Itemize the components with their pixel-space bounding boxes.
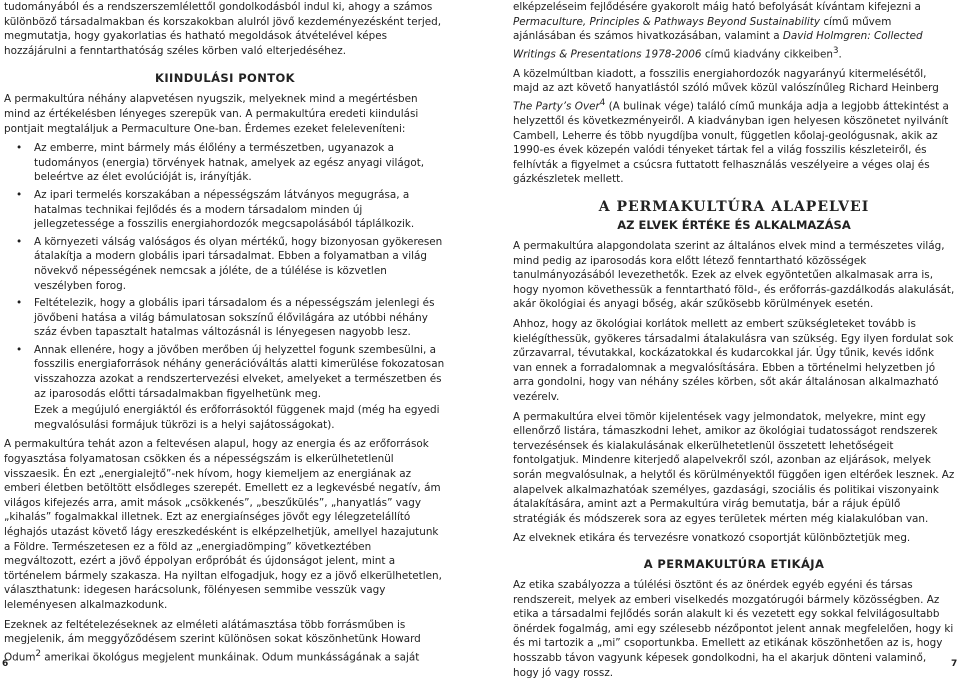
- book-title: Permaculture, Principles & Pathways Beyond Sustainability: [513, 15, 821, 28]
- principles-paragraph-3: A permakultúra elvei tömör kijelentések vagy jelmondatok, melyekre, mint egy ellenőrző listára, támaszkodni lehet, amikor az ökológiai tudatosságot rendszerek tervezésénsek és kialakulásának elkerülhetetlenül összetett lehetőségeit fontolgatjuk. Mindenre kiterjedő alapelvekről szól, azonban az eljárások, melyek során megvalósulnak, a helytől és körülményektől függően igen eltérőek lesznek. Az alapelvek alkalmazhatóak személyes, gazdasági, szociális és politikai viszonyaink átalakítására, amint azt a Permakultúra virág bemutatja, bár a rájuk épülő stratégiák és módszerek sora az egyes területek mérten még kialakulóban van.: [513, 410, 955, 525]
- list-item: • Feltételezik, hogy a globális ipari társadalom és a népességszám jelenlegi és jövőbeni hatása a világ bámulatosan sokszínű élővilágára az utóbbi néhány száz évben tapasztalt hatalmas változásnál is lényegesen nagyobb lesz.: [34, 296, 446, 340]
- list-continuation: Ezek a megújuló energiáktól és erőforrásoktól függenek majd (még ha egyedi megvalósulási formájuk tükrözi is a helyi sajátosságokat).: [34, 404, 440, 431]
- principles-paragraph-2: Ahhoz, hogy az ökológiai korlátok mellett az embert szükségleteket tovább is kielégíthessük, gyökeres társadalmi átalakulásra van szükség. Egy ilyen fordulat sok zűrzavarral, tévutakkal, kockázatokkal és kudarcokkal jár. Úgy tűnik, kevés időnk van ennek a forradalomnak a megvalósítására. Ebben a történelmi helyzetben jó arra gondolni, hogy van néhány széles körben, sőt akár általánosan alkalmazható vezérelv.: [513, 318, 954, 403]
- footnote-ref: 3: [833, 45, 839, 56]
- odum-text: Ezeknek az feltételezéseknek az elméleti alátámasztása több forrásműben is megjelenik, ám meggyőződésem szerint különösen sokat köszönhetünk Howard Odum: [4, 618, 421, 664]
- odum-text-end: amerikai ökológus megjelent munkáinak. Odum munkásságának a saját: [41, 651, 420, 664]
- dedication-paragraph: [513, 0, 955, 62]
- left-column: [4, 0, 446, 670]
- list-item: • A környezeti válság valóságos és olyan mértékű, hogy bizonyosan gyökeresen átalakítja a modern globális ipari társadalmat. Ebben a folyamatban a világ növekvő népességének nemcsak a jóléte, de a túlélése is közvetlen veszélyben forog.: [34, 235, 446, 293]
- text-run: .: [838, 48, 842, 61]
- book-title: David Holmgren: Collected Writings & Presentations 1978-2006: [513, 30, 923, 61]
- section-title-kiindulasi: KIINDULÁSI PONTOK: [155, 71, 295, 86]
- intro-paragraph: tudományából és a rendszerszemlélettől gondolkodásból indul ki, ahogy a számos különböző társadalmakban és korszakokban alulról jövő kezdeményezésként terjed, megmutatja, hogy gyakorlatias és hatható megoldások átvételével képes hozzájárulni a fenntarthatóság széles körben való elterjedéséhez.: [4, 1, 442, 57]
- book-title: The Party’s Over: [513, 100, 600, 113]
- principles-paragraph-4: Az elveknek etikára és tervezésre vonatkozó csoportját különböztetjük meg.: [513, 532, 911, 545]
- text-run: (A bulinak vége) találó című munkája adja a legjobb áttekintést a helyzettől és következményeiről. A kiadványban igen helyesen köszönetet nyilvánít Cambell, Leherre és több nyugdíjba vonult, független kőolaj-geológusnak, akik az 1990-es évek közepén valódi tényeket tártak fel a világ fosszilis készleteiről, és felhívták a figyelmet a csúcsra futtatott felhasználás veszélyeire a véges olaj és gázkészletek mellett.: [513, 100, 949, 186]
- odum-paragraph: [4, 618, 446, 665]
- text-run: A közelmúltban kiadott, a fosszilis energiahordozók nagyarányú kitermelésétől, majd az azt követő hanyatlástól szóló művek közül valószínűleg Richard Heinberg: [513, 67, 939, 95]
- page-number-right: 7: [951, 659, 958, 669]
- text-run: című művem ajánlásában és számos hivatkozásában, valamint a: [513, 15, 892, 43]
- chapter-title: A PERMAKULTÚRA ALAPELVEI: [598, 199, 870, 216]
- text-run: elképzeléseim fejlődésére gyakorolt máig ható befolyását kívántam kifejezni a: [513, 1, 921, 13]
- text-run: című kiadvány cikkeiben: [701, 48, 833, 61]
- right-column: [513, 0, 958, 685]
- starting-points-list: [4, 141, 446, 401]
- list-item: • Az emberre, mint bármely más élőlény a természetben, ugyanazok a tudományos (energia) törvények hatnak, amelyek az egész anyagi világot, beleértve az élet evolúcióját is, irányítják.: [34, 141, 446, 185]
- ethics-paragraph: Az etika szabályozza a túlélési ösztönt és az önérdek egyéb egyéni és társas rendszereit, melyek az emberi viselkedés mozgatórugói bármely közösségben. Az etika a társadalmi fejlődés során alakult ki és vezetett egy sokkal felvilágosultabb önérdek fogalmág, ami egy szélesebb nézőpontot jelent annak megfelelően, hogy ki és mi tartozik a „mi” csoportunkba. Emellett az etikának köszönhetően az is, hogy hosszabb távon vagyunk képesek gondolkodni, ha el akarjuk dönteni valaminő, hogy jó vagy rossz.: [513, 578, 954, 679]
- heinberg-paragraph: [513, 67, 955, 187]
- section-title-etika: A PERMAKULTÚRA ETIKÁJA: [643, 556, 825, 571]
- section-title-ertek: AZ ELVEK ÉRTÉKE ÉS ALKALMAZÁSA: [617, 218, 851, 233]
- principles-paragraph-1: A permakultúra alapgondolata szerint az általános elvek mind a természetes világ, mind pedig az iparosodás kora előtt létező fenntartható közösségek tanulmányozásából levezethetők. Ezek az elvek egyöntetűen alkalmasak arra is, hogy nyomon követhessük a fenntartható föld-, és erőforrás-gazdálkodás alakulását, akár ökológiai és anyagi bőség, akár szűkösebb körülmények esetén.: [513, 240, 955, 311]
- footnote-ref: 4: [599, 98, 606, 109]
- starting-points-paragraph: A permakultúra néhány alapvetésen nyugszik, melyeknek mind a megértésben mind az értékelésben lényeges szerepük van. A permakultúra eredeti kiindulási pontjait megtaláljuk a Permaculture One-ban. Érdemes ezeket feleleveníteni:: [4, 93, 419, 135]
- energy-descent-paragraph: A permakultúra tehát azon a feltevésen alapul, hogy az energia és az erőforrások fogyasztása folyamatosan csökken és a népességszám is elkerülhetetlenül visszaesik. Én ezt „energialejtő”-nek hívom, hogy kiemeljem az energiának az emberi életben betöltött elsődleges szerepét. Emellett ez a legkevésbé negatív, ám világos kifejezés arra, amit mások „csökkenés”, „beszűkülés”, „hanyatlás” vagy „kihalás” fogalmakkal illetnek. Ezt az energiaínséges jövőt egy lélegzetelállító léghajós utazást követő lágy ereszkedésként is elképzelhetjük, amellyel hazajutunk a Földre. Természetesen ez a föld az „energiadömping” következtében megváltozott, ezért a jövő éppolyan erőpróbát és újdonságot jelent, mint a történelem bármely szakasza. Ha nyiltan elfogadjuk, hogy ez a jövő elkerülhetetlen, választhatunk: idegesen harácsolunk, fölényesen semmibe vesszük vagy leleményesen alkalmazkodunk.: [4, 438, 442, 611]
- list-item: • Annak ellenére, hogy a jövőben merőben új helyzettel fogunk szembesülni, a fosszilis energiaforrások néhány generációváltás alatti kimerülése fokozatosan visszahozza azokat a rendszertervezési elveket, amelyeket a természetben és az iparosodás előtti társadalmakban figyelhetünk meg.: [34, 343, 446, 401]
- list-item: • Az ipari termelés korszakában a népességszám látványos megugrása, a hatalmas technikai fejlődés és a modern társadalom minden új jellegzetessége a fosszilis energiahordozók megcsapolásából táplálkozik.: [34, 188, 446, 232]
- footnote-ref: 2: [35, 648, 41, 659]
- page-number-left: 6: [2, 659, 9, 669]
